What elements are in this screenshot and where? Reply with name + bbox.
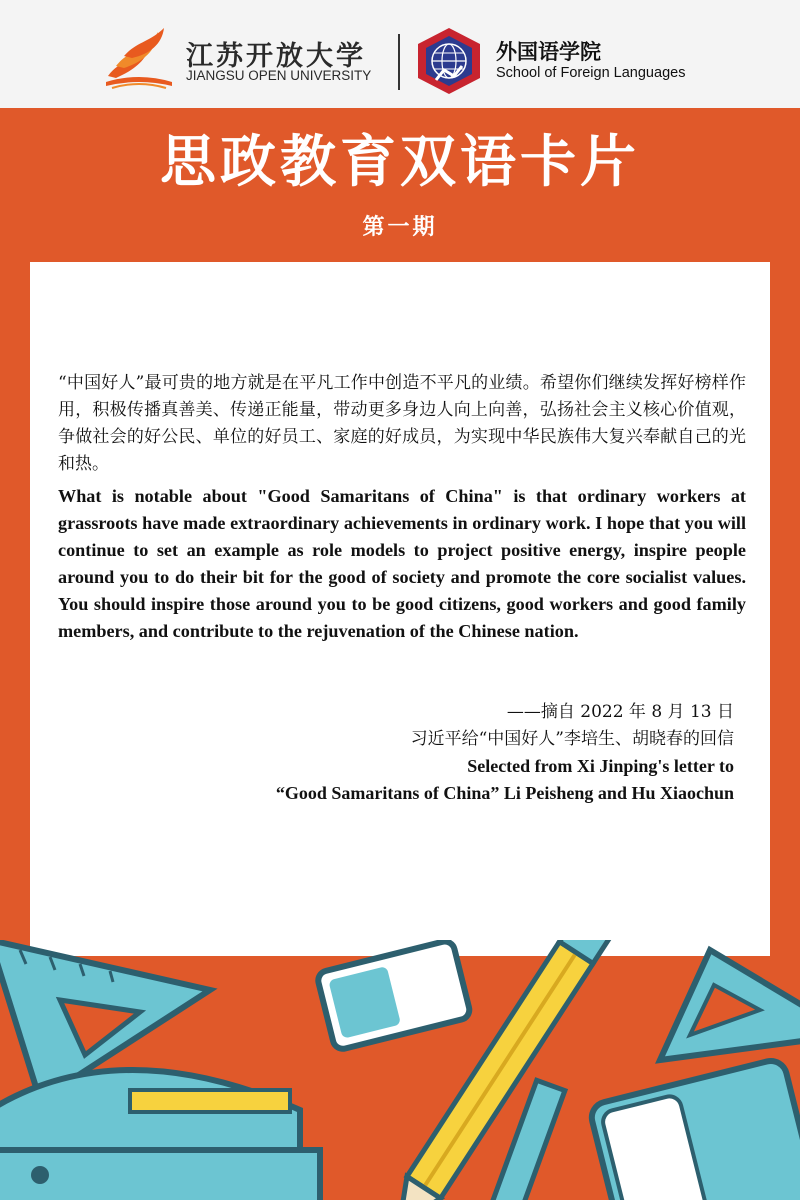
header-divider <box>398 34 400 90</box>
school-name-cn: 外国语学院 <box>496 40 601 64</box>
sfl-globe-logo-icon <box>416 26 482 96</box>
jou-phoenix-logo-icon <box>102 26 176 90</box>
triangle-ruler-icon <box>660 950 800 1060</box>
university-name-en: JIANGSU OPEN UNIVERSITY <box>186 68 372 83</box>
source-date: ——摘自 2022 年 8 月 13 日 <box>506 702 734 722</box>
quote-text-en: What is notable about "Good Samaritans of China" is that ordinary workers at grassroots have made extraordinary achievements in ordinary work. I hope that you will continue to set an example as role models to project positive energy, inspire people around you to do their bit for the good of society and promote the core socialist values. You should inspire those around you to be good citizens, good workers and good family members, and contribute to the rejuvenation of the Chinese nation. <box>58 486 746 641</box>
page-title: 思政教育双语卡片 <box>160 130 640 195</box>
school-name-en: School of Foreign Languages <box>496 65 686 81</box>
university-name-cn: 江苏开放大学 <box>186 41 366 72</box>
quote-source <box>276 699 734 807</box>
source-letter-cn: 习近平给“中国好人”李培生、胡晓春的回信 <box>410 729 734 749</box>
source-recipients-en: “Good Samaritans of China” Li Peisheng and Hu Xiaochun <box>275 783 734 803</box>
quote-card <box>30 262 770 956</box>
eraser-icon <box>316 940 471 1051</box>
header-bar <box>0 0 800 108</box>
issue-label: 第一期 <box>362 215 438 240</box>
notebook-icon <box>588 1058 800 1200</box>
source-letter-en: Selected from Xi Jinping's letter to <box>467 756 734 776</box>
stapler-icon <box>0 1070 320 1200</box>
quote-text-cn: “中国好人”最可贵的地方就是在平凡工作中创造不平凡的业绩。希望你们继续发挥好榜样作用，积极传播真善美、传递正能量，带动更多身边人向上向善，弘扬社会主义核心价值观，争做社会的好公民、单位的好员工、家庭的好成员，为实现中华民族伟大复兴奉献自己的光和热。 <box>58 373 746 474</box>
stationery-illustration <box>0 940 800 1200</box>
